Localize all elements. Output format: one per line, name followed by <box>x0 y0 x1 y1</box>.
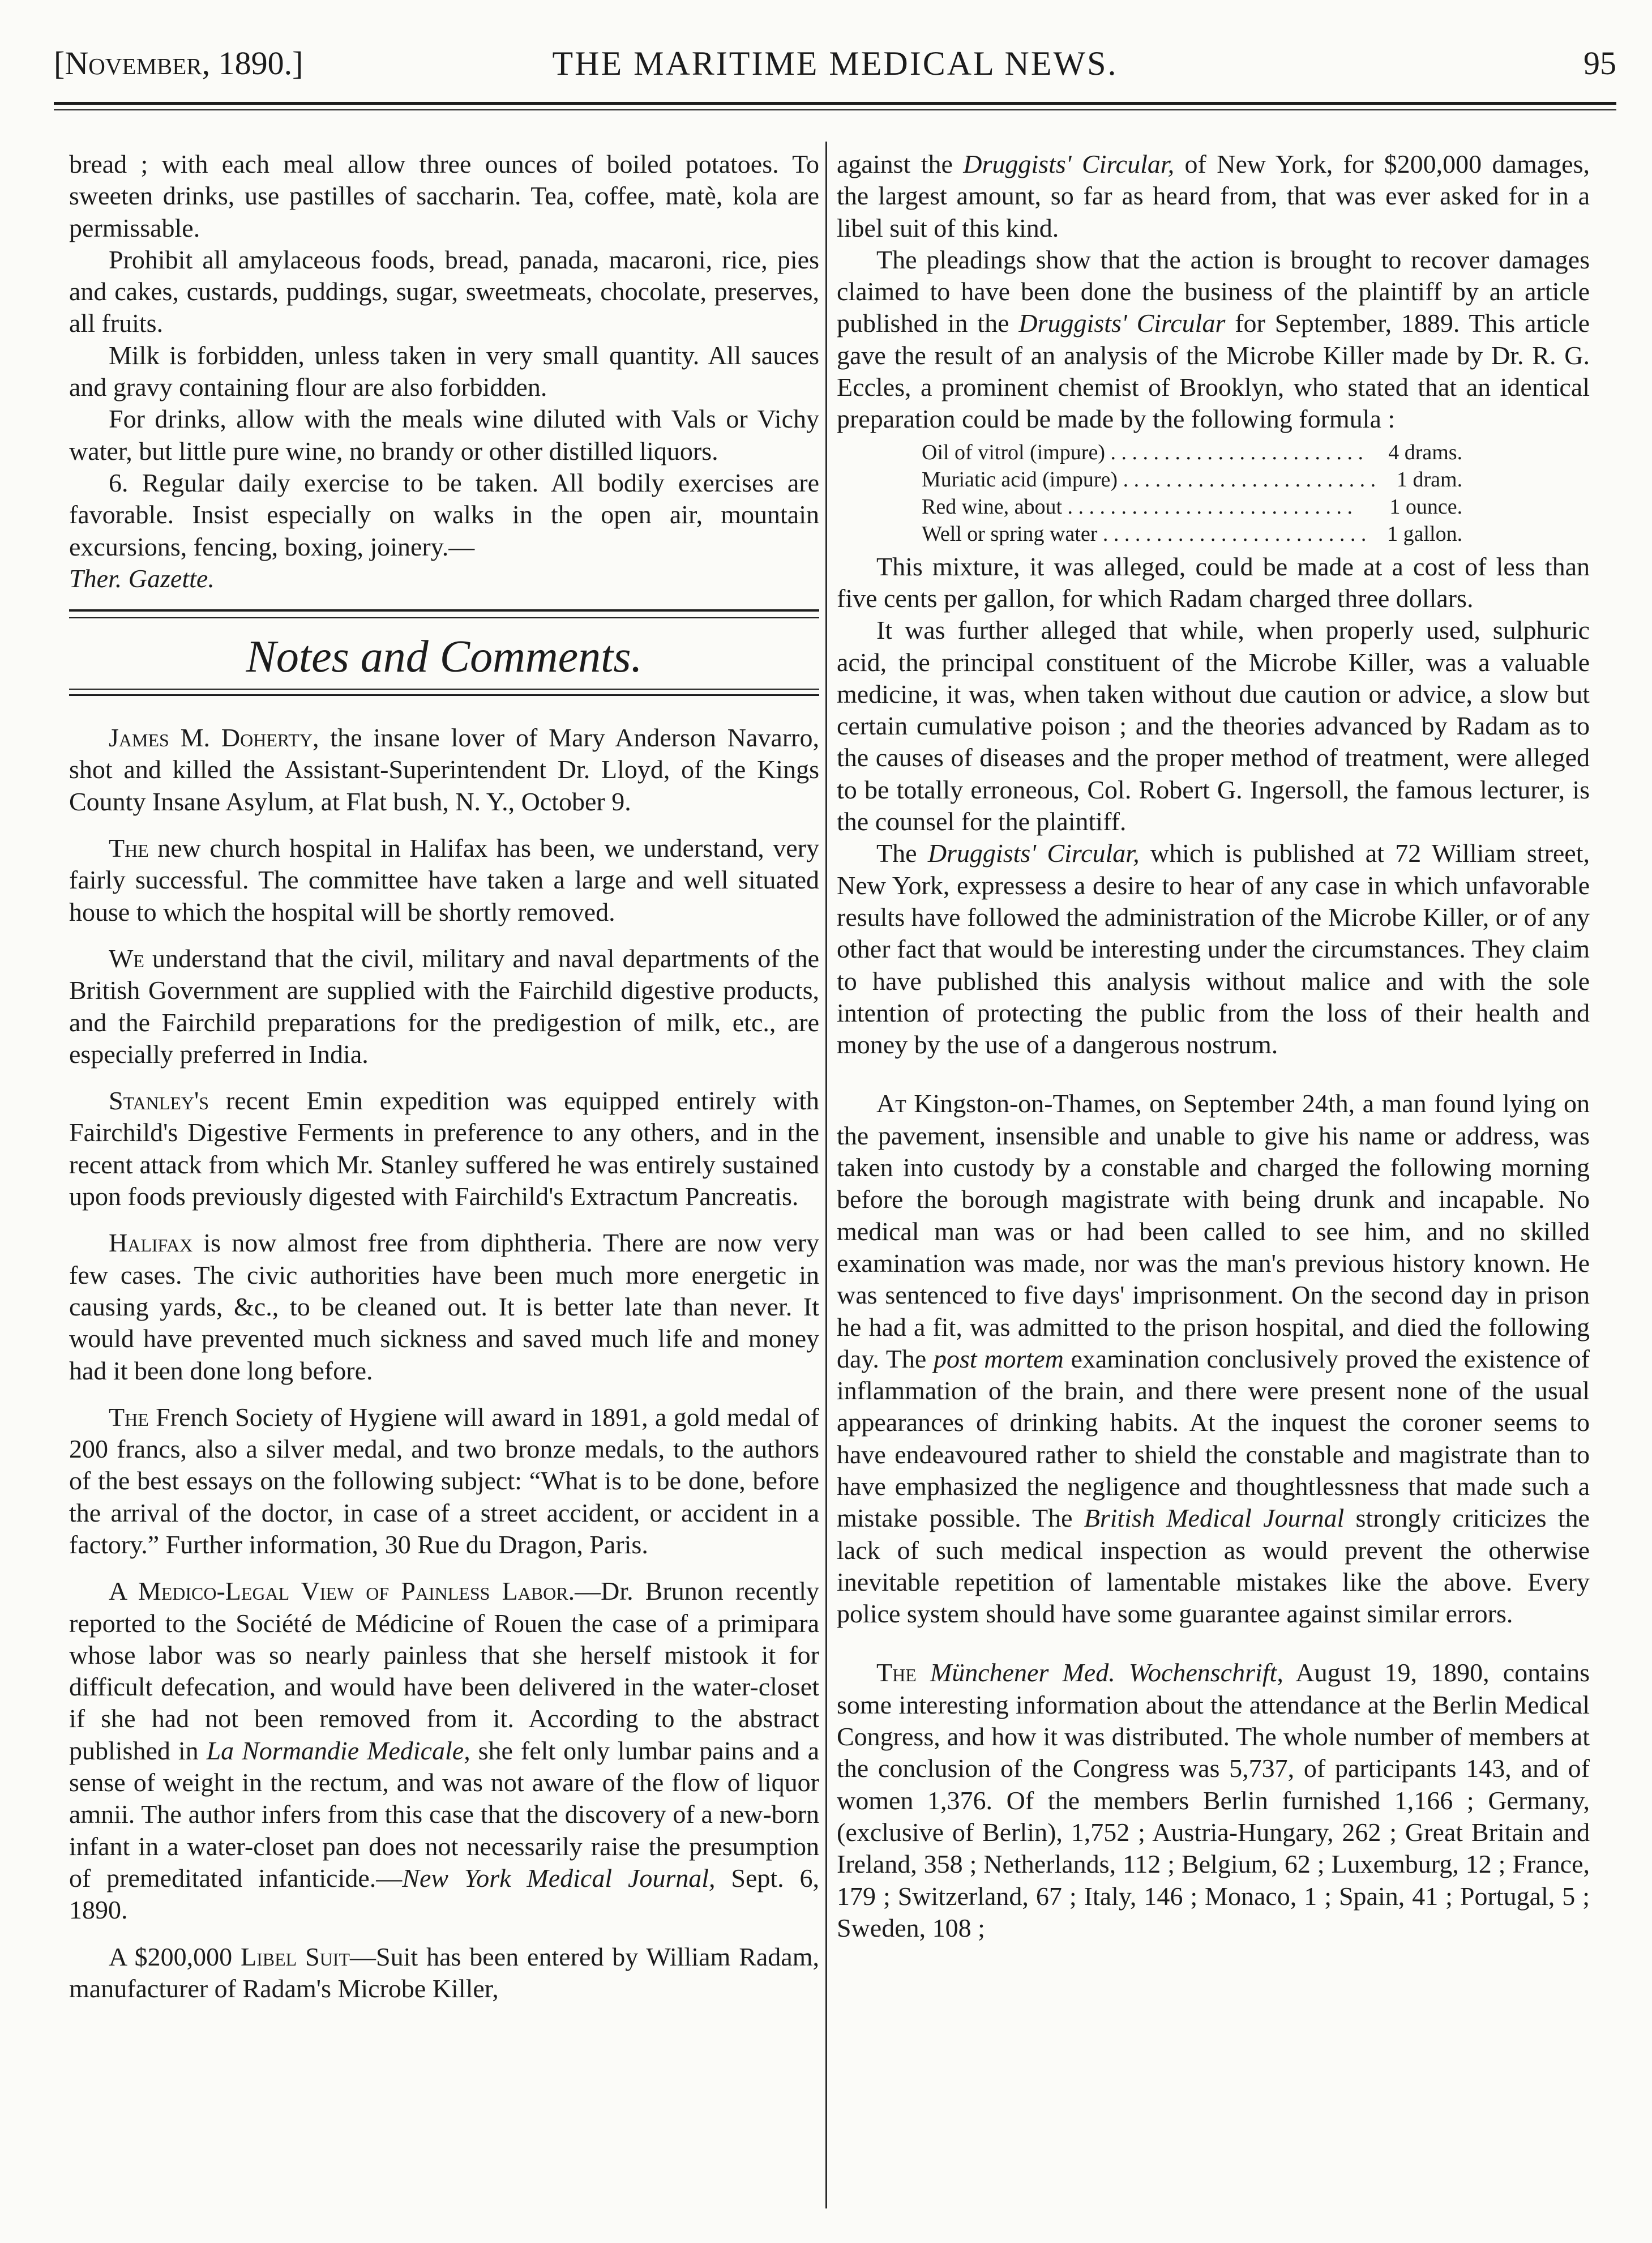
news-item-doherty <box>69 722 819 818</box>
item-text: new church hospital in Halifax has been, we understand, very fairly successful. The committee have taken a large and well situated house to which the hospital will be shortly removed. <box>69 834 819 926</box>
formula-amount: 1 gallon. <box>1387 522 1463 546</box>
news-item-halifax <box>69 1227 819 1386</box>
item-text: French Society of Hygiene will award in 1891, a gold medal of 200 francs, also a silver medal, and two bronze medals, to the authors of the best essays on the following subject: “What is to be done, before the arrival of the doctor, in case of a street accident, or accident in a factory.” Further information, 30 Rue du Dragon, Paris. <box>69 1402 819 1559</box>
pleadings-paragraph <box>837 244 1590 435</box>
section-rule <box>69 609 819 618</box>
item-text: of New York, for $200,000 damages, the largest amount, so far as heard from, that was ever asked for in a libel suit of this kind. <box>837 149 1590 242</box>
journal-name: Druggists' Circular, <box>927 839 1140 868</box>
circular-paragraph <box>837 838 1590 1061</box>
item-text: the insane lover of Mary Anderson Navarro, shot and killed the Assistant-Superintendent Dr. Lloyd, of the Kings County Insane Asylum, at Flat bush, N. Y., October 9. <box>69 723 819 816</box>
item-text: is now almost free from diphtheria. There are now very few cases. The civic authorities have been much more energetic in causing yards, &c., to be cleaned out. It is better late than never. It would have prevented much sickness and saved much life and money had it been done long before. <box>69 1228 819 1385</box>
lead-word: Stanley's <box>109 1086 209 1116</box>
news-item-berlin-congress <box>837 1657 1590 1944</box>
journal-name: Druggists' Circular, <box>963 149 1175 178</box>
citation-date: Sept. 6, 1890. <box>69 1863 819 1925</box>
diet-paragraph: For drinks, allow with the meals wine diluted with Vals or Vichy water, but little pure wine, no brandy or other distilled liquors. <box>69 404 819 465</box>
journal-title: THE MARITIME MEDICAL NEWS. <box>552 45 1118 82</box>
item-text: —Dr. Brunon recently reported to the Société de Médicine of Rouen the case of a primipara whose labor was so nearly painless that she herself mistook it for difficult defecation, and would have been delivered in the water-closet if she had not been removed from it. According to the abstract published in <box>69 1576 819 1765</box>
news-item-hygiene <box>69 1402 819 1561</box>
formula-amount: 1 dram. <box>1397 467 1463 492</box>
exercise-text: 6. Regular daily exercise to be taken. All bodily exercises are favorable. Insist especially on walks in the open air, mountain excursions, fencing, boxing, joinery.— <box>69 468 819 561</box>
formula-item: Oil of vitrol (impure) . . . . . . . . . . . . . . . . . . . . . . . . <box>922 440 1363 464</box>
formula-row <box>922 466 1462 493</box>
news-item-stanley <box>69 1085 819 1212</box>
formula-amount: 1 ounce. <box>1389 494 1463 519</box>
news-item-kingston <box>837 1088 1590 1630</box>
formula-row <box>922 439 1462 466</box>
formula-amount: 4 drams. <box>1388 440 1463 464</box>
running-header <box>54 44 1616 96</box>
item-text: August 19, 1890, contains some interesting information about the attendance at the Berlin Medical Congress, and how it was distributed. The whole number of members at the conclusion of the Congress was 5,737, of participants 143, and of women 1,376. Of the members Berlin furnished 1,166 ; Germany, (exclusive of Berlin), 1,752 ; Austria-Hungary, 262 ; Great Britain and Ireland, 358 ; Netherlands, 112 ; Belgium, 62 ; Luxemburg, 12 ; France, 179 ; Switzerland, 67 ; Italy, 146 ; Monaco, 1 ; Spain, 41 ; Portugal, 5 ; Sweden, 108 ; <box>837 1658 1590 1942</box>
item-text: examination conclusively proved the existence of inflammation of the brain, and there were present none of the usual appearances of drinking habits. At the inquest the coroner seems to have endeavoured rather to shield the constable and magistrate than to have emphasized the negligence and thoughtlessness that made such a mistake possible. The <box>837 1344 1590 1533</box>
lead-heading: A Medico-Legal View of Painless Labor. <box>109 1576 575 1606</box>
item-text: —Suit has been entered by William Radam, manufacturer of Radam's Microbe Killer, <box>69 1942 819 2003</box>
page-number: 95 <box>1583 45 1616 82</box>
lead-word: James M. Doherty, <box>109 723 319 753</box>
journal-name: Druggists' Circular <box>1018 309 1226 338</box>
item-text: The pleadings show that the action is brought to recover damages claimed to have been done the business of the plaintiff by an article published in the <box>837 245 1590 338</box>
news-item-hospital <box>69 832 819 928</box>
libel-continuation <box>837 148 1590 244</box>
news-item-medico-legal <box>69 1575 819 1926</box>
news-item-fairchild <box>69 943 819 1070</box>
formula-item: Muriatic acid (impure) . . . . . . . . . . . . . . . . . . . . . . . . <box>922 467 1376 492</box>
left-column <box>69 148 819 2005</box>
item-text: she felt only lumbar pains and a sense of weight in the rectum, and was not aware of the flow of liquor amnii. The author infers from this case that the discovery of a new-born infant in a water-closet pan does not necessarily raise the presumption of premeditated infanticide.— <box>69 1736 819 1892</box>
diet-paragraph: bread ; with each meal allow three ounces of boiled potatoes. To sweeten drinks, use pastilles of saccharin. Tea, coffee, matè, kola are permissable. <box>69 149 819 242</box>
news-item-libel-suit <box>69 1941 819 2005</box>
formula-row <box>922 493 1462 520</box>
journal-name: Münchener Med. Wochenschrift, <box>930 1658 1283 1687</box>
item-text: against the <box>837 149 964 178</box>
source-citation: Ther. Gazette. <box>69 563 215 593</box>
diet-paragraph: Prohibit all amylaceous foods, bread, panada, macaroni, rice, pies and cakes, custards, puddings, sugar, sweetmeats, chocolate, preserves, all fruits. <box>69 245 819 338</box>
item-text: recent Emin expedition was equipped entirely with Fairchild's Digestive Ferments in preference to any others, and in the recent attack from which Mr. Stanley suffered he was entirely sustained upon foods previously digested with Fairchild's Extractum Pancreatis. <box>69 1086 819 1211</box>
formula-item: Red wine, about . . . . . . . . . . . . . . . . . . . . . . . . . . . <box>922 494 1353 519</box>
lead-heading: A $200,000 Libel Suit <box>109 1942 350 1971</box>
lead-word: The <box>109 834 149 863</box>
latin-term: post mortem <box>933 1344 1064 1373</box>
lead-word: The <box>876 839 928 868</box>
item-text: which is published at 72 William street, New York, expressess a desire to hear of any case in which unfavorable results have followed the administration of the Microbe Killer, or of any other fact that would be interesting under the circumstances. They claim to have published this analysis without malice and with the sole intention of protecting the public from the loss of their health and money by the use of a dangerous nostrum. <box>837 839 1590 1059</box>
lead-word: Halifax <box>109 1228 193 1258</box>
alleged-paragraph: It was further alleged that while, when properly used, sulphuric acid, the principal constituent of the Microbe Killer, was a valuable medicine, it was, when taken without due caution or advice, a slow but certain cumulative poison ; and the theories advanced by Radam as to the causes of diseases and the proper method of treatment, were alleged to be totally erroneous, Col. Robert G. Ingersoll, the famous lecturer, is the counsel for the plaintiff. <box>837 616 1590 836</box>
item-text: understand that the civil, military and naval departments of the British Government are supplied with the Fairchild digestive products, and the Fairchild preparations for the predigestion of milk, etc., are especially preferred in India. <box>69 943 819 1069</box>
journal-name: La Normandie Medicale, <box>206 1736 470 1765</box>
lead-word: We <box>109 943 144 973</box>
issue-date: [November, 1890.] <box>54 45 303 82</box>
section-title: Notes and Comments. <box>246 632 643 682</box>
column-divider <box>825 142 827 2208</box>
header-rule-thin <box>54 109 1616 110</box>
item-text: strongly criticizes the lack of such medical inspection as would prevent the otherwise inevitable repetition of lamentable mistakes like the above. Every police system should have some guarantee against similar errors. <box>837 1503 1590 1629</box>
right-column <box>837 148 1590 1944</box>
mixture-paragraph: This mixture, it was alleged, could be made at a cost of less than five cents per gallon, for which Radam charged three dollars. <box>837 552 1590 613</box>
journal-name: British Medical Journal <box>1084 1503 1345 1533</box>
section-rule <box>69 689 819 696</box>
item-text: for September, 1889. This article gave the result of an analysis of the Microbe Killer made by Dr. R. G. Eccles, a prominent chemist of Brooklyn, who stated that an identical preparation could be made by the following formula : <box>837 309 1590 434</box>
formula-item: Well or spring water . . . . . . . . . . . . . . . . . . . . . . . . . <box>922 522 1367 546</box>
lead-word: At <box>876 1089 906 1118</box>
item-text: Kingston-on-Thames, on September 24th, a man found lying on the pavement, insensible and unable to give his name or address, was taken into custody by a constable and charged the following morning before the borough magistrate with being drunk and incapable. No medical man was or had been called to see him, and no skilled examination was made, nor was the man's previous history known. He was sentenced to five days' imprisonment. On the second day in prison he had a fit, was admitted to the prison hospital, and died the following day. The <box>837 1089 1590 1373</box>
lead-word: The <box>109 1402 149 1432</box>
lead-word: The <box>876 1658 930 1687</box>
formula-table <box>922 439 1462 548</box>
source-citation: New York Medical Journal, <box>402 1863 716 1892</box>
header-rule-thick <box>54 102 1616 105</box>
formula-row <box>922 520 1462 548</box>
diet-paragraph <box>69 467 819 595</box>
diet-paragraph: Milk is forbidden, unless taken in very small quantity. All sauces and gravy containing flour are also forbidden. <box>69 340 819 402</box>
